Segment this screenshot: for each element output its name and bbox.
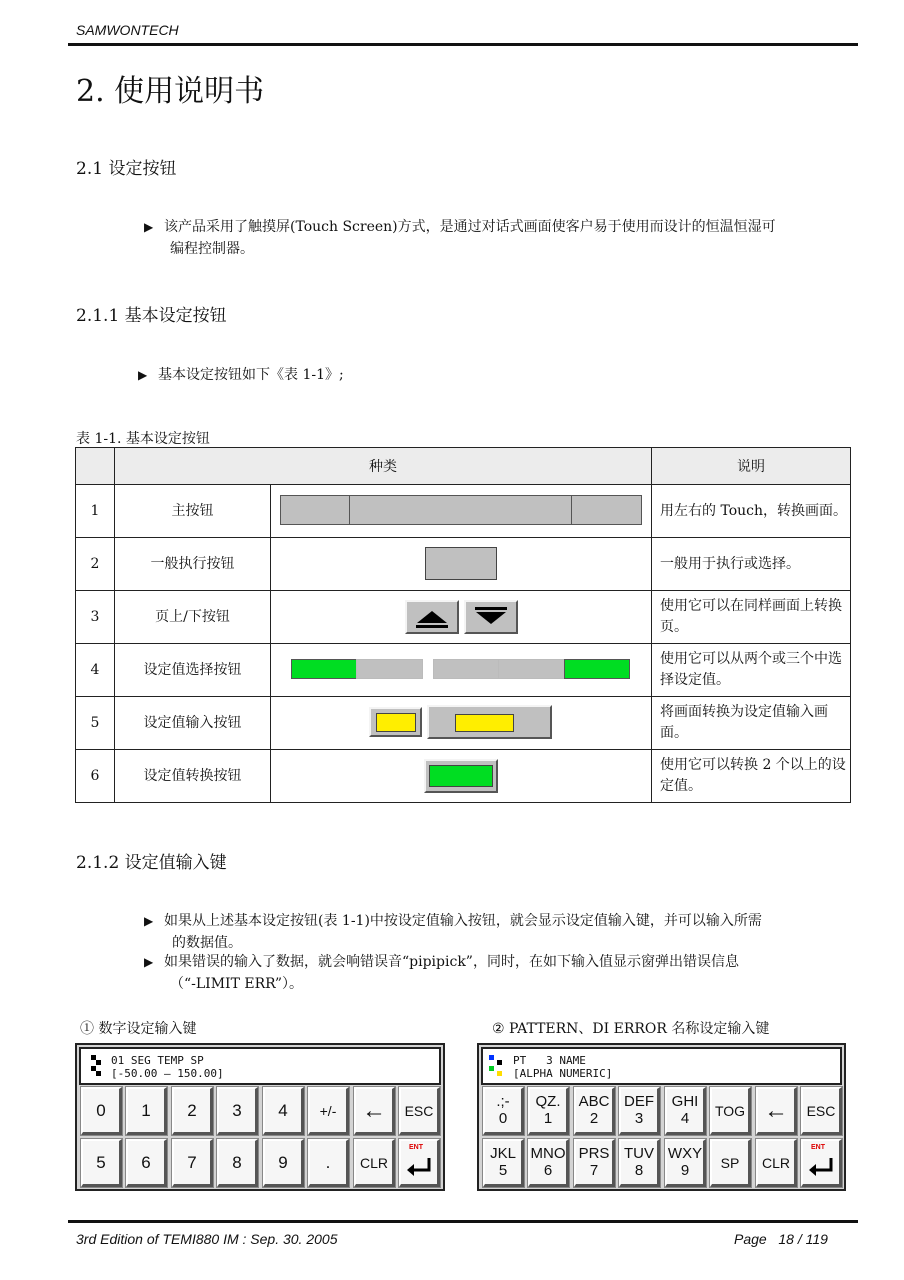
section-2-1-1-bullet: ▶ 基本设定按钮如下《表 1-1》; [138,364,638,386]
key-7[interactable]: 7 [172,1139,213,1187]
table-header-row [76,448,851,485]
select-option-3b[interactable] [498,659,565,679]
table-row: 3 页上/下按钮 使用它可以在同样画面上转换页。 [76,591,851,644]
enter-key-label: ENT [409,1144,423,1151]
key-qz-1[interactable]: QZ. 1 [528,1087,569,1135]
status-square-icon [497,1060,502,1065]
numeric-keypad-label: ① 数字设定输入键 [80,1021,197,1037]
key-9[interactable]: 9 [263,1139,304,1187]
table-row: 4 设定值选择按钮 使用它可以从两个或三个中选择设定值。 [76,644,851,697]
bullet-marker: ▶ [144,914,154,928]
key-5[interactable]: 5 [81,1139,122,1187]
enter-arrow-icon [406,1156,434,1178]
key-enter[interactable] [399,1139,440,1187]
key-mno-6[interactable]: MNO 6 [528,1139,569,1187]
value-input-button-large[interactable] [427,705,552,739]
key-8[interactable]: 8 [217,1139,258,1187]
key-abc-2[interactable]: ABC 2 [574,1087,615,1135]
key-esc[interactable]: ESC [399,1087,440,1135]
select-option-2[interactable] [356,659,423,679]
key-0[interactable]: 0 [81,1087,122,1135]
header-brand: SAMWONTECH [76,22,179,38]
key-4[interactable]: 4 [263,1087,304,1135]
section-2-1-1-heading: 2.1.1 基本设定按钮 [76,306,227,326]
section-2-1-2-heading: 2.1.2 设定值输入键 [76,853,227,873]
table-caption: 表 1-1. 基本设定按钮 [76,431,210,447]
key-clr[interactable]: CLR [354,1139,395,1187]
enter-key-label: ENT [811,1144,825,1151]
section-2-1-heading: 2.1 设定按钮 [76,159,177,179]
numeric-keypad [75,1043,445,1191]
table-row: 1 主按钮 用左右的 Touch，转换画面。 [76,485,851,538]
yellow-value-field [455,714,514,732]
page-title: 2. 使用说明书 [76,74,265,109]
bullet-marker: ▶ [144,220,154,234]
key-punct-0[interactable]: .;- 0 [483,1087,524,1135]
table-header-type: 种类 [115,448,652,485]
key-plus-minus[interactable]: +/- [308,1087,349,1135]
key-tog[interactable]: TOG [710,1087,751,1135]
key-1[interactable]: 1 [126,1087,167,1135]
table-row: 6 设定值转换按钮 使用它可以转换 2 个以上的设定值。 [76,750,851,803]
key-3[interactable]: 3 [217,1087,258,1135]
green-value-field [429,765,493,787]
value-toggle-button[interactable] [424,759,498,793]
footer-rule [68,1220,858,1223]
key-jkl-5[interactable]: JKL 5 [483,1139,524,1187]
table-header-desc: 说明 [652,448,851,485]
display-line-1: 01 SEG TEMP SP [111,1054,204,1067]
key-clr[interactable]: CLR [756,1139,797,1187]
key-def-3[interactable]: DEF 3 [619,1087,660,1135]
table-header-num [76,448,115,485]
section-2-1-2-bullet-1: ▶ 如果从上述基本设定按钮(表 1-1)中按设定值输入按钮，就会显示设定值输入键，并可以输入所需 的数据值。 [144,910,864,954]
select-option-3a[interactable] [433,659,499,679]
header-rule [68,43,858,46]
alpha-display [481,1047,842,1085]
display-line-2: [-50.00 — 150.00] [111,1067,224,1080]
key-decimal[interactable]: . [308,1139,349,1187]
key-wxy-9[interactable]: WXY 9 [665,1139,706,1187]
basic-buttons-table [75,447,851,803]
table-row: 5 设定值输入按钮 将画面转换为设定值输入画面。 [76,697,851,750]
page-up-button[interactable] [405,600,459,634]
main-button-right[interactable] [571,495,642,525]
general-execute-button[interactable] [425,547,497,580]
main-button-left[interactable] [280,495,350,525]
status-square-icon [489,1055,494,1060]
page-down-button[interactable] [464,600,518,634]
value-input-button-small[interactable] [369,707,422,737]
key-prs-7[interactable]: PRS 7 [574,1139,615,1187]
key-space[interactable]: SP [710,1139,751,1187]
key-ghi-4[interactable]: GHI 4 [665,1087,706,1135]
key-2[interactable]: 2 [172,1087,213,1135]
section-2-1-bullet: ▶ 该产品采用了触摸屏(Touch Screen)方式，是通过对话式画面使客户易于使用而设计的恒温恒湿可 编程控制器。 [144,216,864,260]
key-backspace[interactable]: ← [756,1087,797,1135]
enter-arrow-icon [808,1156,836,1178]
footer-page-number: Page 18 / 119 [734,1231,828,1247]
footer-edition: 3rd Edition of TEMI880 IM : Sep. 30. 2005 [76,1231,338,1247]
main-button-center[interactable] [349,495,572,525]
display-line-1: PT 3 NAME [513,1054,586,1067]
status-square-icon [489,1066,494,1071]
status-square-icon [497,1071,502,1076]
alpha-keypad-label: ② PATTERN、DI ERROR 名称设定输入键 [492,1021,770,1037]
alpha-keypad [477,1043,846,1191]
triangle-down-icon [466,602,516,632]
status-square-icon [96,1071,101,1076]
numeric-display [79,1047,441,1085]
section-2-1-2-bullet-2: ▶ 如果错误的输入了数据，就会响错误音“pipipick”，同时，在如下输入值显示窗弹出错误信息 （“-LIMIT ERR”）。 [144,951,864,995]
table-row: 2 一般执行按钮 一般用于执行或选择。 [76,538,851,591]
key-tuv-8[interactable]: TUV 8 [619,1139,660,1187]
key-esc[interactable]: ESC [801,1087,842,1135]
select-option-3c-selected[interactable] [564,659,630,679]
key-6[interactable]: 6 [126,1139,167,1187]
key-backspace[interactable]: ← [354,1087,395,1135]
bullet-marker: ▶ [144,955,154,969]
triangle-up-icon [407,602,457,632]
display-line-2: [ALPHA NUMERIC] [513,1067,613,1080]
select-option-1-selected[interactable] [291,659,357,679]
yellow-value-field [376,713,416,732]
bullet-marker: ▶ [138,368,148,382]
status-square-icon [96,1060,101,1065]
key-enter[interactable] [801,1139,842,1187]
